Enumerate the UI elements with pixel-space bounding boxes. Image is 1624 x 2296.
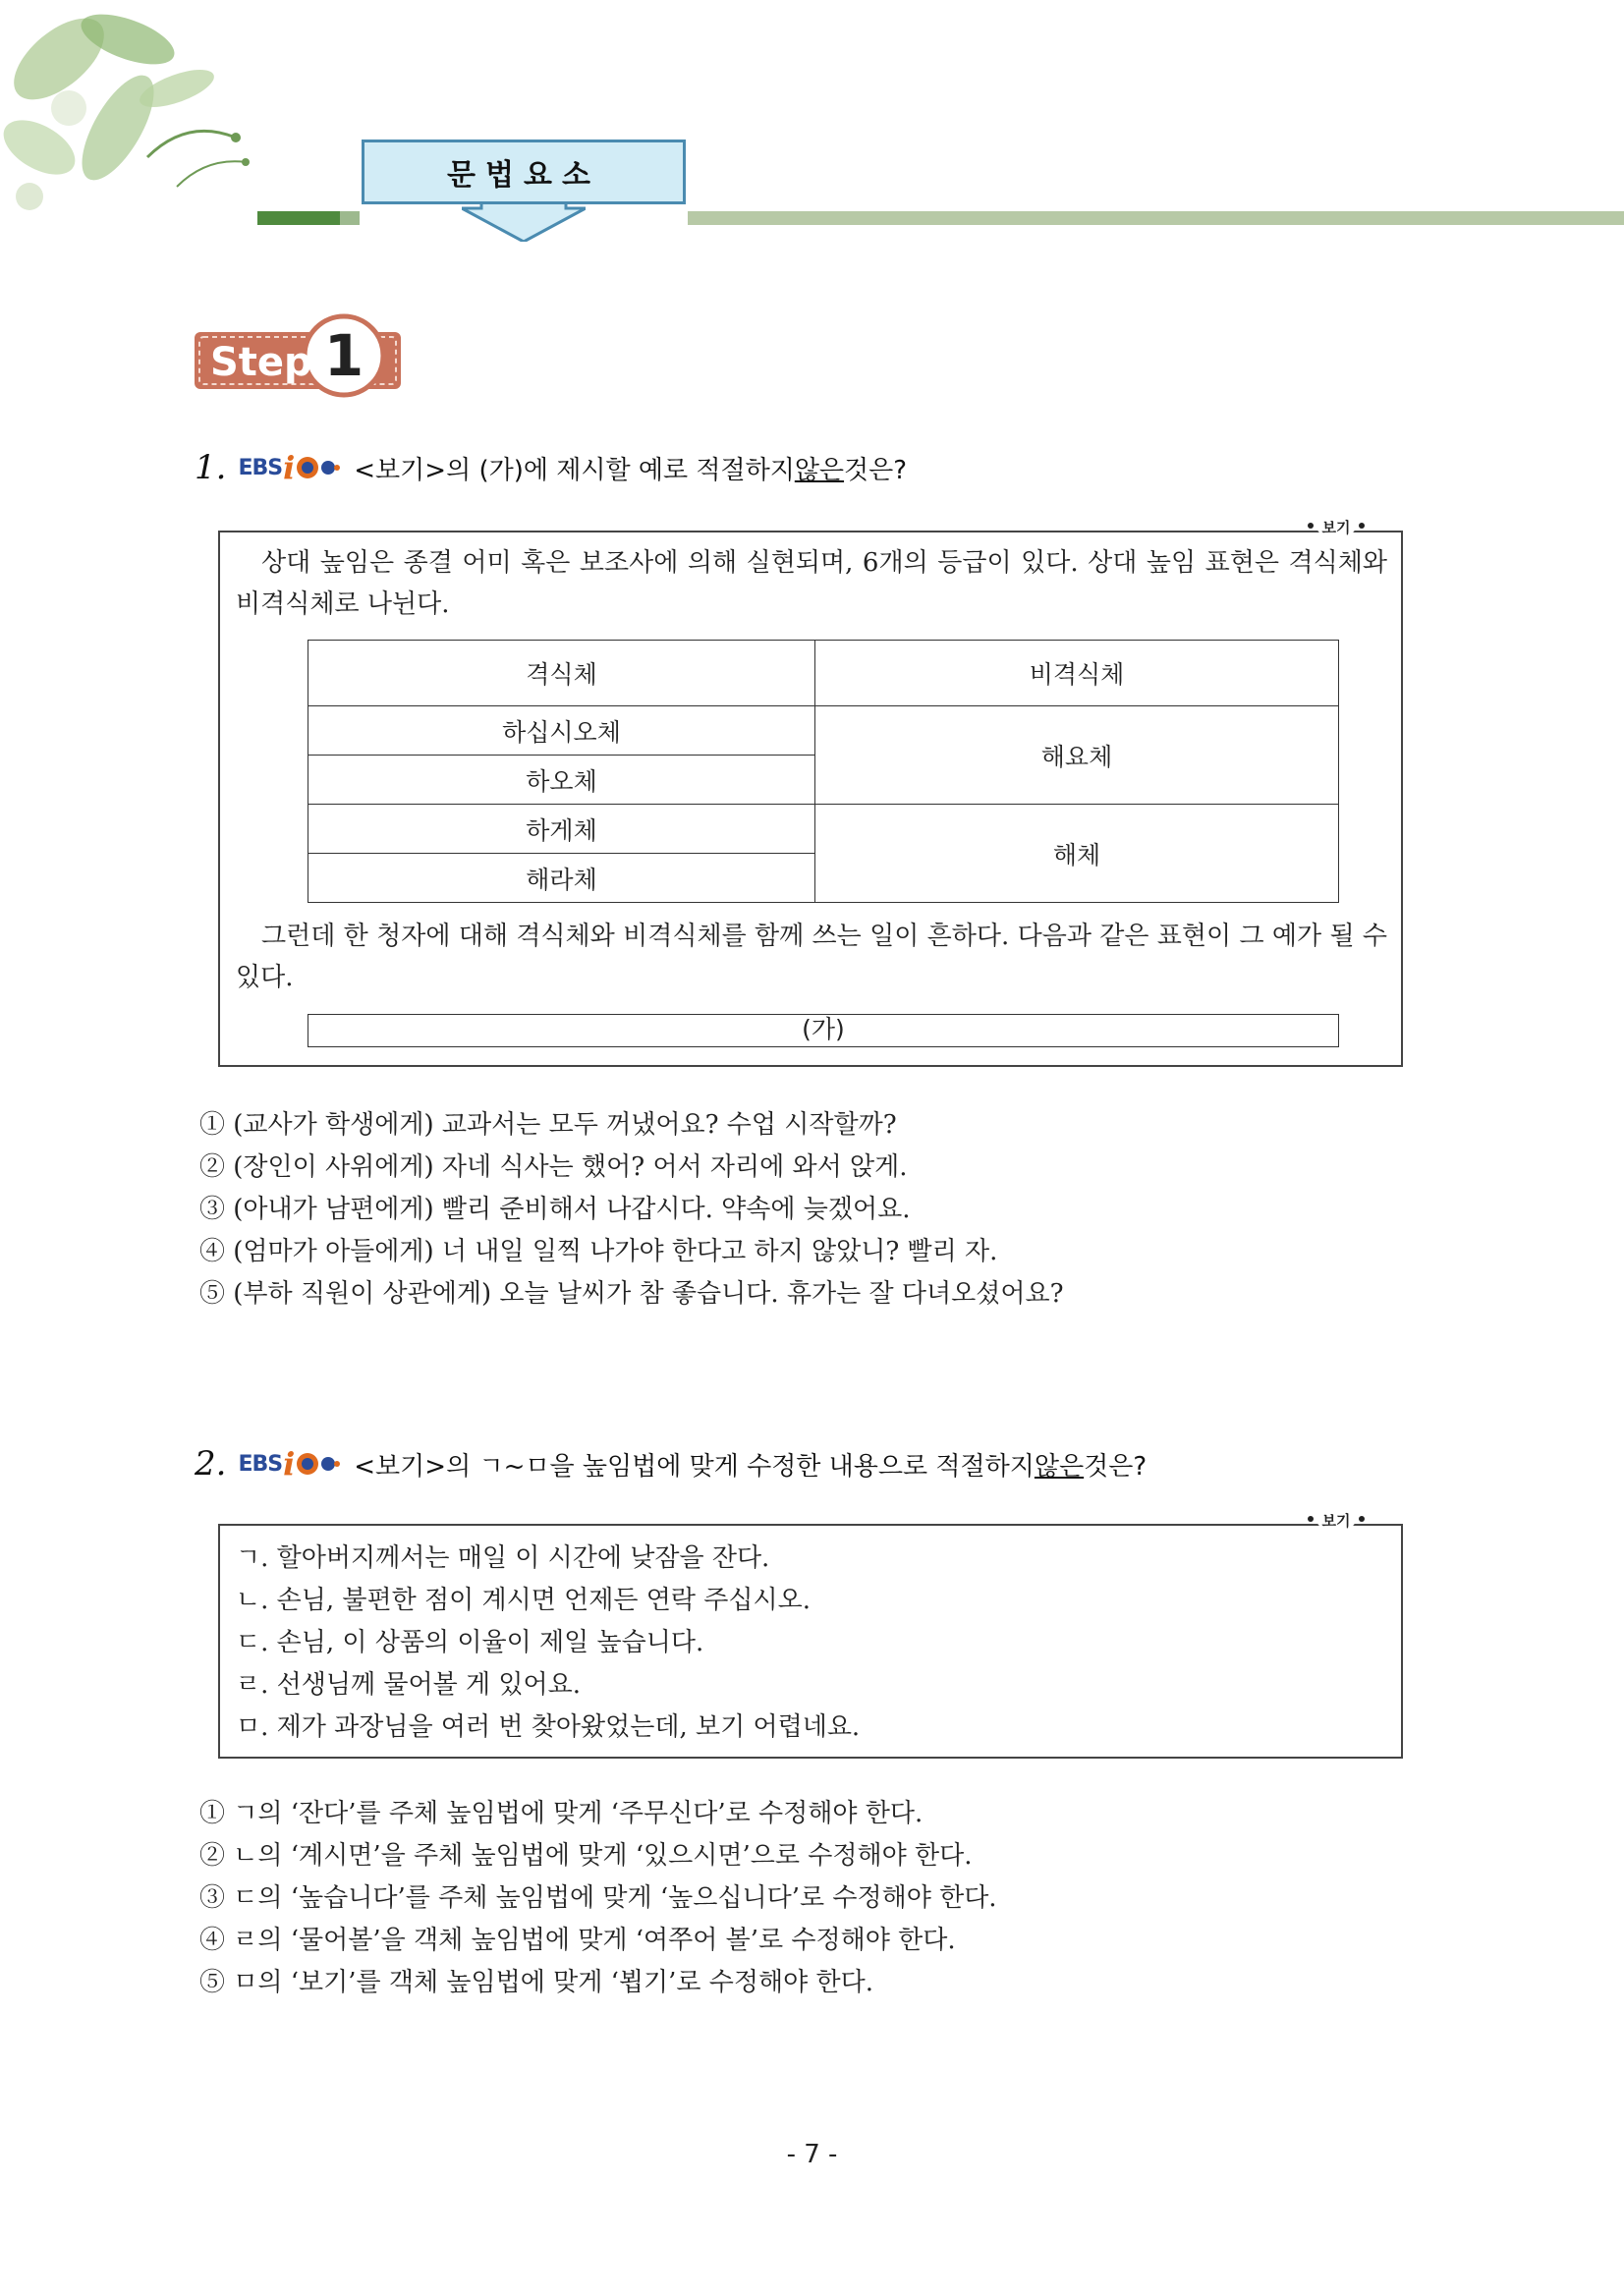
- step-badge-shape: [193, 312, 409, 399]
- answer-option[interactable]: ③ (아내가 남편에게) 빨리 준비해서 나갑시다. 약속에 늦겠어요.: [199, 1195, 911, 1224]
- table-cell: 하십시오체: [308, 706, 815, 756]
- table-cell: 해요체: [815, 706, 1339, 805]
- bogi-item: ㄹ. 선생님께 물어볼 게 있어요.: [236, 1670, 581, 1700]
- bogi-item: ㄱ. 할아버지께서는 매일 이 시간에 낮잠을 잔다.: [236, 1543, 770, 1573]
- table-cell: 하오체: [308, 756, 815, 805]
- table-header-formal: 격식체: [308, 641, 815, 706]
- header-rule-light: [688, 211, 1624, 225]
- answer-option[interactable]: ② ㄴ의 ‘계시면’을 주체 높임법에 맞게 ‘있으시면’으로 수정해야 한다.: [199, 1841, 973, 1871]
- step-badge: [193, 312, 409, 399]
- question-text-pre: <보기>의 ㄱ~ㅁ을 높임법에 맞게 수정한 내용으로 적절하지: [354, 1451, 1035, 1482]
- table-cell: 해체: [815, 805, 1339, 903]
- question-2-prompt: [195, 1444, 1147, 1484]
- section-title: 문법요소: [447, 158, 600, 193]
- answer-option[interactable]: ② (장인이 사위에게) 자네 식사는 했어? 어서 자리에 와서 앉게.: [199, 1152, 908, 1182]
- banner-arrow-icon: [462, 202, 586, 242]
- blank-ga-box: (가): [308, 1014, 1339, 1047]
- floral-decoration: [0, 0, 265, 226]
- bogi-intro-paragraph: 상대 높임은 종결 어미 혹은 보조사에 의해 실현되며, 6개의 등급이 있다. 상대 높임 표현은 격식체와 비격식체로 나뉜다.: [236, 548, 1387, 619]
- svg-text:보기: 보기: [1321, 519, 1351, 536]
- answer-option[interactable]: ④ ㄹ의 ‘물어볼’을 객체 높임법에 맞게 ‘여쭈어 볼’로 수정해야 한다.: [199, 1926, 956, 1955]
- ebsi-play-icon: [295, 455, 340, 480]
- bogi-icon: [1307, 514, 1366, 537]
- bogi-item: ㄷ. 손님, 이 상품의 이율이 제일 높습니다.: [236, 1628, 704, 1657]
- step-number: 1: [323, 322, 364, 389]
- question-1-prompt: [195, 448, 907, 487]
- question-text-emphasis: 않은: [794, 455, 845, 485]
- question-number: 2.: [195, 1444, 227, 1484]
- section-title-banner: [362, 140, 686, 204]
- table-cell: 하게체: [308, 805, 815, 854]
- table-cell: 해라체: [308, 854, 815, 903]
- question-text-emphasis: 않은: [1034, 1451, 1085, 1482]
- svg-text:보기: 보기: [1321, 1512, 1351, 1530]
- bogi-outro-paragraph: 그런데 한 청자에 대해 격식체와 비격식체를 함께 쓰는 일이 흔하다. 다음과 같은 표현이 그 예가 될 수 있다.: [236, 922, 1387, 992]
- answer-option[interactable]: ⑤ ㅁ의 ‘보기’를 객체 높임법에 맞게 ‘뵙기’로 수정해야 한다.: [199, 1968, 873, 1997]
- header-rule-dark: [257, 211, 340, 225]
- question-text-pre: <보기>의 (가)에 제시할 예로 적절하지: [354, 455, 795, 485]
- header-rule-mid: [340, 211, 360, 225]
- page-number: - 7 -: [786, 2140, 838, 2169]
- answer-option[interactable]: ④ (엄마가 아들에게) 너 내일 일찍 나가야 한다고 하지 않았니? 빨리 자.: [199, 1237, 998, 1266]
- question-text-post: 것은?: [1084, 1451, 1148, 1482]
- bogi-icon: [1307, 1507, 1366, 1531]
- ebsi-play-icon: [295, 1451, 340, 1477]
- table-header-informal: 비격식체: [815, 641, 1339, 706]
- question-2-options: [199, 1793, 997, 2004]
- bogi-item: ㄴ. 손님, 불편한 점이 계시면 언제든 연락 주십시오.: [236, 1586, 811, 1615]
- answer-option[interactable]: ① (교사가 학생에게) 교과서는 모두 꺼냈어요? 수업 시작할까?: [199, 1110, 897, 1140]
- question-text-post: 것은?: [844, 455, 908, 485]
- answer-option[interactable]: ① ㄱ의 ‘잔다’를 주체 높임법에 맞게 ‘주무신다’로 수정해야 한다.: [199, 1799, 924, 1828]
- ebsi-logo: EBS i: [238, 449, 340, 486]
- question-number: 1.: [195, 448, 227, 487]
- answer-option[interactable]: ③ ㄷ의 ‘높습니다’를 주체 높임법에 맞게 ‘높으십니다’로 수정해야 한다.: [199, 1883, 997, 1913]
- answer-option[interactable]: ⑤ (부하 직원이 상관에게) 오늘 날씨가 참 좋습니다. 휴가는 잘 다녀오셨어요?: [199, 1279, 1064, 1309]
- step-label: Step: [210, 340, 312, 385]
- ebsi-logo: EBS i: [238, 1445, 340, 1483]
- bogi-item: ㅁ. 제가 과장님을 여러 번 찾아왔었는데, 보기 어렵네요.: [236, 1712, 861, 1742]
- question-1-options: [199, 1104, 1064, 1316]
- honorific-table: [308, 640, 1339, 903]
- bogi-items: [236, 1538, 860, 1749]
